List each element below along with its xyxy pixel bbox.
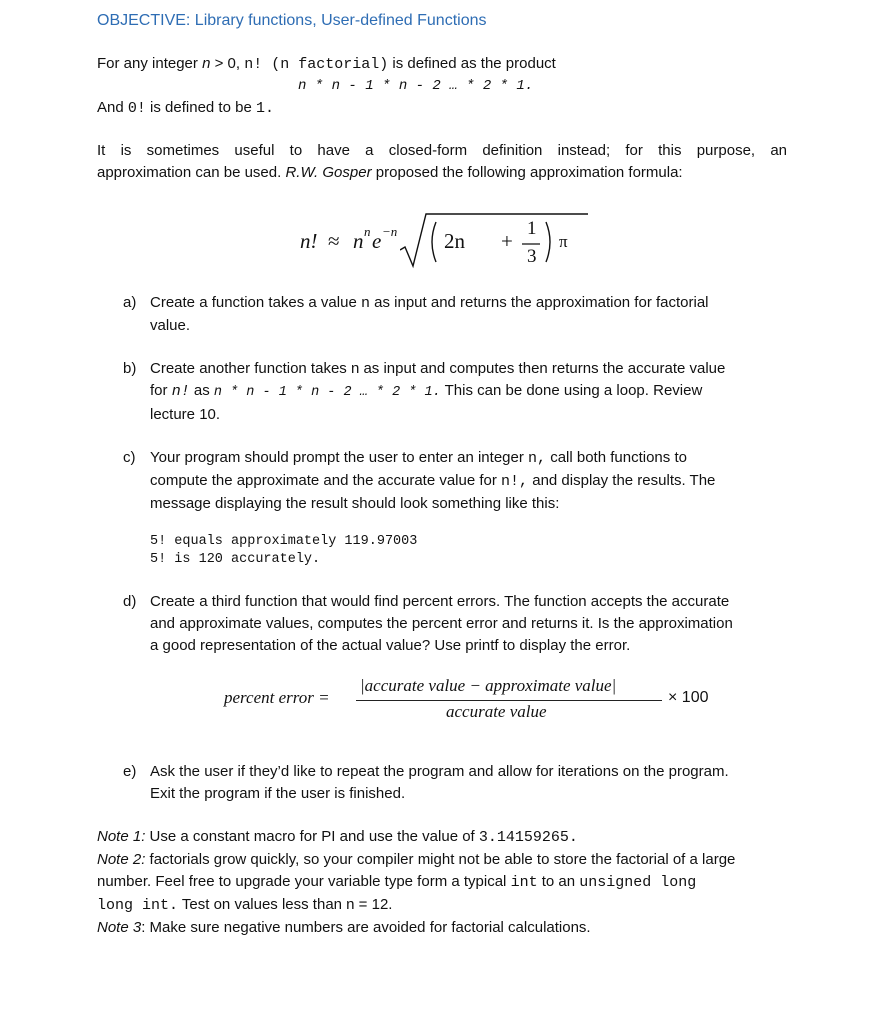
formula-lhs: n! — [300, 229, 318, 253]
note-3 — [97, 917, 787, 939]
task-text — [150, 591, 790, 657]
task-text-part: compute the approximate and the accurate value for — [150, 472, 502, 489]
note-code: long int. — [97, 897, 179, 914]
task-label: b) — [123, 360, 137, 377]
note-text: factorials grow quickly, so your compiler might not be able to store the factorial of a large — [145, 851, 736, 868]
gosper-formula — [296, 208, 596, 270]
formula-exp-neg-n: −n — [382, 224, 398, 239]
task-text-part: Your program should prompt the user to enter an integer — [150, 449, 529, 466]
task-text-part: for — [150, 382, 172, 399]
note-text: Use a constant macro for PI and use the value of — [145, 828, 479, 845]
task-line: Create a third function that would find percent errors. The function accepts the accurate — [150, 593, 730, 610]
task-text — [150, 761, 790, 805]
intro-code: 1. — [255, 100, 274, 117]
task-code: n! — [171, 383, 190, 400]
task-line: Ask the user if they’d like to repeat the program and allow for iterations on the program. — [150, 763, 729, 780]
formula-times-100: × 100 — [668, 689, 709, 706]
formula-exp-n: n — [364, 224, 371, 239]
objective-title: OBJECTIVE: Library functions, User-defined Functions — [97, 12, 487, 29]
formula-pi: π — [559, 232, 568, 251]
note-2-line-1 — [97, 849, 787, 871]
task-text-part: as input and returns the approximation for factorial — [369, 294, 709, 311]
intro-line-3 — [97, 97, 274, 120]
note-text: to an — [537, 873, 580, 890]
task-line: a good representation of the actual value? Use printf to display the error. — [150, 637, 631, 654]
intro-product: n * n - 1 * n - 2 … * 2 * 1. — [298, 78, 534, 94]
note-label: Note 2: — [97, 851, 146, 868]
task-text — [150, 292, 790, 337]
note-label: Note 3 — [97, 919, 142, 936]
gosper-paragraph — [97, 140, 787, 184]
formula-numerator: |accurate value − approximate value| — [360, 676, 617, 695]
task-line — [150, 380, 790, 404]
fraction-bar — [356, 700, 662, 701]
task-label: c) — [123, 449, 136, 466]
intro-code: n! (n factorial) — [244, 56, 389, 73]
intro-text: is defined as the product — [388, 55, 556, 72]
formula-lhs: percent error = — [224, 688, 330, 707]
task-line — [150, 292, 790, 315]
task-text-part: call both functions to — [546, 449, 687, 466]
task-text-part: This can be done using a loop. Review — [440, 382, 703, 399]
task-code: n * n - 1 * n - 2 … * 2 * 1. — [213, 385, 441, 400]
task-text — [150, 358, 790, 426]
task-line: Exit the program if the user is finished. — [150, 785, 406, 802]
task-text — [150, 447, 790, 515]
sample-output-line-2: 5! is 120 accurately. — [150, 552, 321, 567]
note-text: : Make sure negative numbers are avoided for factorial calculations. — [141, 919, 591, 936]
note-text: number. Feel free to upgrade your variable type form a typical — [97, 873, 511, 890]
task-label: a) — [123, 294, 137, 311]
note-label: Note 1: — [97, 828, 146, 845]
note-code: 3.14159265. — [478, 829, 578, 846]
note-1 — [97, 826, 787, 849]
task-text-part: and display the results. The — [528, 472, 716, 489]
formula-denominator: accurate value — [446, 702, 547, 721]
gosper-text: proposed the following approximation formula: — [371, 164, 683, 181]
task-line — [150, 447, 790, 470]
task-line: value. — [150, 317, 191, 334]
gosper-author: R.W. Gosper — [285, 164, 372, 181]
formula-approx: ≈ — [328, 229, 340, 253]
note-code: unsigned long — [579, 874, 697, 891]
gosper-line-2 — [97, 162, 787, 184]
task-label: d) — [123, 593, 137, 610]
task-line: Create another function takes n as input and computes then returns the accurate value — [150, 360, 726, 377]
task-line — [150, 470, 790, 493]
intro-line-1 — [97, 53, 556, 76]
note-text: Test on values less than n = 12. — [178, 896, 393, 913]
intro-text: > 0, — [210, 55, 245, 72]
gosper-text: approximation can be used. — [97, 164, 286, 181]
formula-n: n — [353, 229, 364, 253]
note-code: int — [510, 874, 538, 891]
task-line: and approximate values, computes the percent error and returns it. Is the approximation — [150, 615, 733, 632]
formula-numerator: 1 — [527, 218, 537, 239]
task-line: message displaying the result should look something like this: — [150, 495, 560, 512]
percent-error-formula — [220, 674, 720, 726]
note-2-line-3 — [97, 894, 787, 917]
intro-text: And — [97, 99, 128, 116]
formula-2n: 2n — [444, 229, 465, 253]
intro-text: For any integer — [97, 55, 203, 72]
task-text-part: Create a function takes a value — [150, 294, 361, 311]
intro-var-n: n — [202, 55, 211, 72]
task-code: n!, — [501, 473, 529, 490]
intro-text: is defined to be — [145, 99, 256, 116]
note-2-line-2 — [97, 871, 787, 894]
formula-plus: + — [501, 229, 513, 253]
task-code: n — [360, 295, 370, 312]
formula-denominator: 3 — [527, 246, 537, 267]
notes — [97, 826, 787, 939]
sample-output — [150, 533, 417, 569]
task-code: n, — [528, 450, 547, 467]
formula-e: e — [372, 229, 382, 253]
sample-output-line-1: 5! equals approximately 119.97003 — [150, 534, 418, 549]
task-line: lecture 10. — [150, 406, 221, 423]
task-text-part: as — [189, 382, 214, 399]
task-label: e) — [123, 763, 137, 780]
intro-code: 0! — [127, 100, 146, 117]
gosper-line-1: It is sometimes useful to have a closed-form definition instead; for this purpose, an — [97, 142, 787, 159]
